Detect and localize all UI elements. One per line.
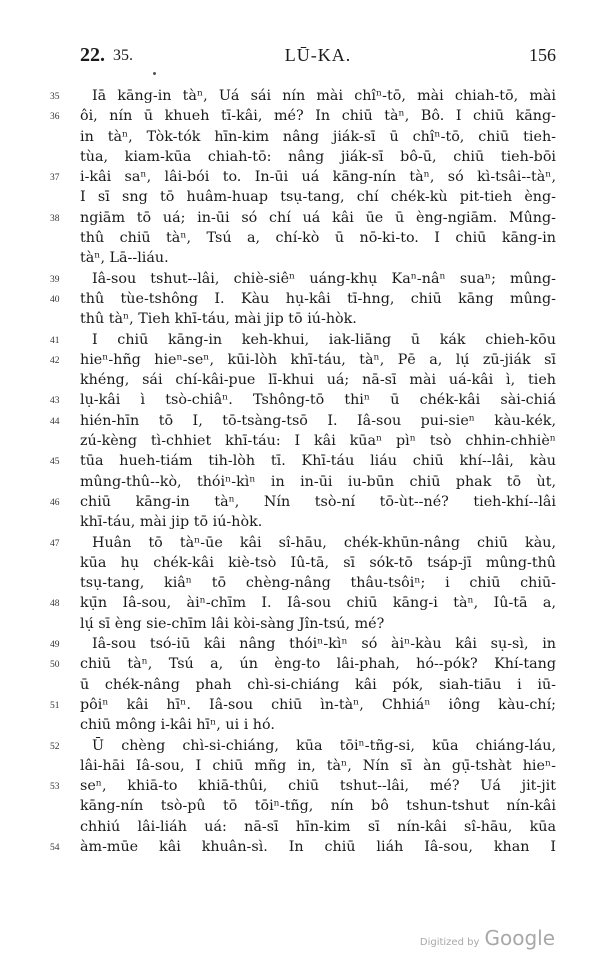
line-text: thû chiū tàⁿ, Tsú a, chí-kò ū nō-ki-to. I chiū kāng-in (80, 230, 556, 247)
verse-marker: 35 (50, 92, 60, 102)
line-text: chhiú lâi-liáh uá: nā-sī hīn-kim sī nín-kâi sî-hāu, kūa (80, 818, 556, 835)
text-line (0, 756, 615, 776)
text-line (0, 736, 615, 756)
line-text: chiū kāng-in tàⁿ, Nín tsò-ní tō-ùt--né? tieh-khí--lâi (80, 493, 556, 510)
line-text: zú-kèng tì-chhiet khī-táu: I kâi kūaⁿ pìⁿ tsò chhin-chhièⁿ (80, 433, 556, 450)
line-text: Iâ-sou tshut--lâi, chiè-siêⁿ uáng-khụ Kaⁿ-nâⁿ suaⁿ; mûng- (92, 270, 556, 287)
text-line (0, 796, 615, 816)
line-text: khī-táu, mài jip tō iú-hòk. (80, 514, 263, 531)
text-line (0, 106, 615, 126)
line-text: tàⁿ, Lā--liáu. (80, 250, 169, 267)
line-text: Iā kāng-in tàⁿ, Uá sái nín mài chîⁿ-tō, mài chiah-tō, mài (92, 88, 556, 104)
line-text: seⁿ, khiā-to khiā-thûi, chiū tshut--lâi, mé? Uá jit-jit (80, 778, 556, 795)
text-line (0, 675, 615, 695)
text-line (0, 472, 615, 492)
verse-marker: 48 (50, 599, 60, 610)
text-line (0, 309, 615, 329)
line-text: lụ-kâi ì tsò-chiâⁿ. Tshông-tō thiⁿ ū chék-kâi sài-chiá (80, 392, 556, 409)
text-line (0, 715, 615, 735)
chapter-number: 22. (80, 44, 105, 66)
verse-marker: 43 (50, 396, 60, 407)
text-line (0, 573, 615, 593)
text-line (0, 553, 615, 573)
text-line (0, 695, 615, 715)
verse-marker: 45 (50, 457, 60, 468)
verse-marker: 46 (50, 497, 60, 508)
text-line (0, 512, 615, 532)
digitized-watermark (420, 926, 555, 950)
text-line (0, 492, 615, 512)
line-text: thû tùe-tshông I. Kàu hụ-kâi tī-hng, chiū kāng mûng- (80, 290, 556, 307)
line-text: tūa hueh-tiám tih-lòh tī. Khī-táu liáu chiū khí--lâi, kàu (80, 453, 556, 470)
verse-marker: 47 (50, 538, 60, 549)
verse-marker: 50 (50, 660, 60, 671)
line-text: thû tàⁿ, Tieh khī-táu, mài jip tō iú-hòk. (80, 311, 357, 328)
text-line (0, 289, 615, 309)
line-text: ngiām tō uá; in-ūi só chí uá kâi ūe ū èng-ngiām. Mûng- (80, 209, 556, 226)
line-text: in tàⁿ, Tòk-tók hīn-kim nâng jiák-sī ū chîⁿ-tō, chiū tieh- (80, 128, 556, 145)
text-line (0, 634, 615, 654)
page-header (80, 44, 556, 68)
line-text: kūa hụ chék-kâi kiè-tsò Iû-tā, sī sók-tō tsáp-jī mûng-thû (80, 554, 556, 571)
text-line (0, 86, 615, 106)
line-text: I sī sng tō huâm-huap tsụ-tang, chí chék-kù pit-tieh èng- (80, 189, 556, 206)
book-title: LŪ-KA. (284, 45, 352, 65)
text-line (0, 654, 615, 674)
line-text: chiū mông i-kâi hīⁿ, ui i hó. (80, 717, 275, 734)
watermark-brand: Google (484, 926, 555, 950)
verse-marker: 40 (50, 294, 60, 305)
text-body (0, 86, 615, 857)
text-line (0, 451, 615, 471)
text-line (0, 228, 615, 248)
text-line (0, 593, 615, 613)
text-line (0, 411, 615, 431)
line-text: ôi, nín ū khueh tī-kâi, mé? In chiū tàⁿ, Bô. I chiū kāng- (80, 108, 556, 125)
text-line (0, 127, 615, 147)
verse-marker: 52 (50, 741, 60, 752)
watermark-prefix: Digitized by (419, 937, 480, 948)
line-text: pôiⁿ kâi hīⁿ. Iâ-sou chiū ìn-tàⁿ, Chhiáⁿ iông kàu-chí; (80, 696, 556, 713)
page-number: 156 (529, 45, 556, 65)
line-text: kāng-nín tsò-pû tō tōiⁿ-tñg, nín bô tshun-tshut nín-kâi (80, 798, 556, 815)
verse-marker: 54 (50, 842, 60, 853)
line-text: àm-mūe kâi khuân-sì. In chiū liáh Iâ-sou, khan I (80, 838, 556, 855)
line-text: khéng, sái chí-kâi-pue lī-khui uá; nā-sī mài uá-kâi ì, tieh (80, 372, 556, 389)
text-line (0, 817, 615, 837)
line-text: i-kâi saⁿ, lâi-bói to. In-ūi uá kāng-nín tàⁿ, só kì-tsâi--tàⁿ, (80, 169, 556, 186)
text-line (0, 187, 615, 207)
line-text: tsụ-tang, kiâⁿ tō chèng-nâng thâu-tsôiⁿ; i chiū chiū- (80, 575, 556, 592)
text-line (0, 248, 615, 268)
text-line (0, 614, 615, 634)
verse-marker: 38 (50, 213, 60, 224)
line-text: Ū chèng chì-si-chiáng, kūa tōiⁿ-tñg-si, kūa chiáng-láu, (92, 737, 556, 754)
verse-marker: 41 (50, 335, 60, 346)
verse-marker: 53 (50, 782, 60, 793)
text-line (0, 431, 615, 451)
line-text: lâi-hāi Iâ-sou, I chiū mñg in, tàⁿ, Nín sī àn gụ̄-tshàt hieⁿ- (80, 757, 556, 774)
text-line (0, 167, 615, 187)
print-speck (153, 72, 156, 75)
text-line (0, 533, 615, 553)
verse-marker: 37 (50, 173, 60, 184)
verse-marker: 36 (50, 112, 60, 123)
text-line (0, 147, 615, 167)
verse-number: 35. (113, 47, 133, 64)
text-line (0, 269, 615, 289)
text-line (0, 390, 615, 410)
line-text: hieⁿ-hñg hieⁿ-seⁿ, kūi-lòh khī-táu, tàⁿ, Pē a, lụ́ zū-jiák sī (80, 351, 556, 368)
verse-marker: 42 (50, 355, 60, 366)
line-text: hién-hīn tō I, tō-tsàng-tsō I. Iâ-sou pui-sieⁿ kàu-kék, (80, 412, 556, 429)
line-text: kụ̄n Iâ-sou, àiⁿ-chīm I. Iâ-sou chiū kāng-i tàⁿ, Iû-tā a, (80, 595, 556, 612)
verse-marker: 39 (50, 274, 60, 285)
text-line (0, 330, 615, 350)
text-line (0, 208, 615, 228)
line-text: Iâ-sou tsó-iū kâi nâng thóiⁿ-kìⁿ só àiⁿ-kàu kâi sụ-sì, in (92, 636, 556, 653)
line-text: I chiū kāng-in keh-khui, iak-liāng ū kák chieh-kōu (92, 331, 556, 348)
line-text: ū chék-nâng phah chì-si-chiáng kâi pók, siah-tiāu i iū- (80, 676, 556, 693)
text-line (0, 350, 615, 370)
text-line (0, 837, 615, 857)
text-line (0, 370, 615, 390)
line-text: lụ́ sī èng sie-chīm lâi kòi-sàng Jîn-tsú, mé? (80, 615, 385, 632)
verse-marker: 44 (50, 416, 60, 427)
verse-marker: 51 (50, 700, 60, 711)
verse-marker: 49 (50, 640, 60, 651)
line-text: Huân tō tàⁿ-ūe kâi sî-hāu, chék-khūn-nâng chiū kàu, (92, 534, 556, 551)
line-text: tùa, kiam-kūa chiah-tō: nâng jiák-sī bô-ū, chiū tieh-bōi (80, 148, 556, 165)
line-text: chiū tàⁿ, Tsú a, ún èng-to lâi-phah, hó--pók? Khí-tang (80, 656, 556, 673)
line-text: mûng-thû--kò, thóiⁿ-kìⁿ in in-ūi iu-būn chiū phak tō ùt, (80, 473, 556, 490)
text-line (0, 776, 615, 796)
